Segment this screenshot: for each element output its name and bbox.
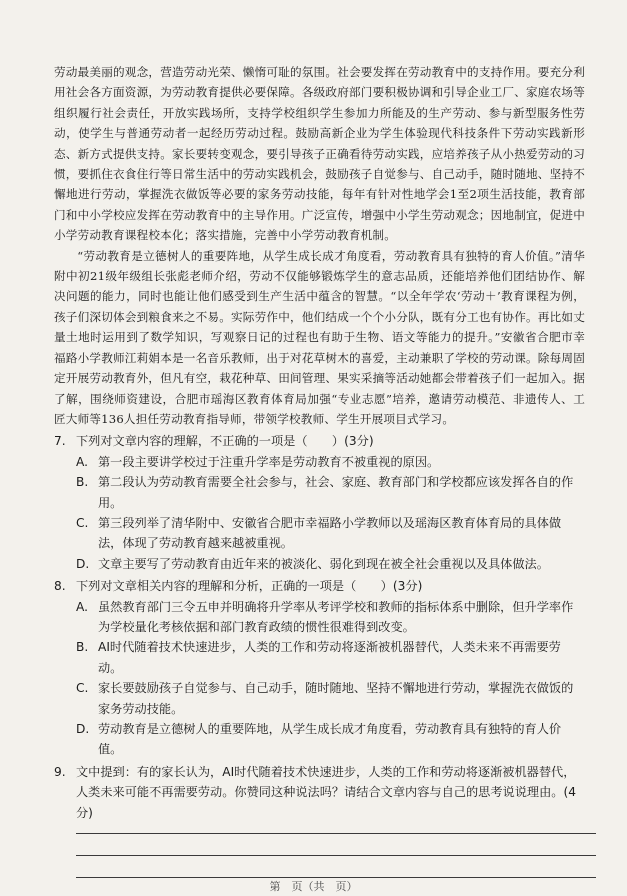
answer-line: [76, 855, 596, 856]
option-text: 文章主要写了劳动教育由近年来的被淡化、弱化到现在被全社会重视以及具体做法。: [98, 556, 549, 571]
option-letter: C.: [76, 681, 89, 696]
question-stem: [54, 762, 585, 823]
option-text: 第一段主要讲学校过于注重升学率是劳动教育不被重视的原因。: [98, 454, 440, 469]
option-d: [54, 719, 585, 760]
question-stem: [54, 576, 585, 596]
question-number: 8.: [54, 579, 66, 594]
option-letter: D.: [76, 556, 90, 571]
question-number: 7.: [54, 434, 66, 449]
option-text: 第三段列举了清华附中、安徽省合肥市幸福路小学教师以及瑶海区教育体育局的具体做法，体现了劳动教育越来越被重视。: [98, 515, 562, 551]
option-letter: A.: [76, 599, 88, 614]
answer-area[interactable]: [54, 833, 585, 878]
question-8: [54, 576, 585, 760]
option-b: [54, 472, 585, 513]
option-text: 家长要鼓励孩子自觉参与、自己动手，随时随地、坚持不懈地进行劳动，掌握洗衣做饭的家务劳动技能。: [98, 681, 574, 716]
question-text: 文中提到：有的家长认为，AI时代随着技术快速进步，人类的工作和劳动将逐渐被机器替代，人类未来可能不再需要劳动。你赞同这种说法吗？请结合文章内容与自己的思考说说理由。(4分): [76, 764, 577, 820]
option-letter: D.: [76, 722, 90, 736]
option-text: 第二段认为劳动教育需要全社会参与，社会、家庭、教育部门和学校都应该发挥各自的作用。: [98, 475, 574, 510]
passage-paragraph-2: “劳动教育是立德树人的重要阵地，从学生成长成才角度看，劳动教育具有独特的育人价值。”清华附中初21级年级组长张彪老师介绍，劳动不仅能够锻炼学生的意志品质，还能培养他们团结协作、解决问题的能力，同时也能让他们感受到生产生活中蕴含的智慧。“以全年学农‘劳动＋’教育课程为例，孩子们深切体会到粮食来之不易。实际劳作中，他们结成一个个小分队，既有分工也有协作。再比如丈量土地时运用到了数学知识，写观察日记的过程也有助于生物、语文等能力的提升。”安徽省合肥市幸福路小学教师江莉娟本是一名音乐教师，出于对花草树木的喜爱，主动兼职了学校的劳动课。除每周固定开展劳动教育外，但凡有空，栽花种草、田间管理、果实采摘等活动她都会带着孩子们一起加入。据了解，围绕师资建设，合肥市瑶海区教育体育局加强“专业志愿”培养，邀请劳动模范、非遗传人、工匠大师等136人担任劳动教育指导师，带领学校教师、学生开展项目式学习。: [54, 248, 585, 426]
question-text: 下列对文章内容的理解，不正确的一项是（ ）(3分): [76, 434, 374, 449]
option-text: AI时代随着技术快速进步，人类的工作和劳动将逐渐被机器替代，人类未来不再需要劳动。: [98, 640, 561, 675]
option-d: [54, 554, 585, 574]
option-text: 劳动教育是立德树人的重要阵地，从学生成长成才角度看，劳动教育具有独特的育人价值。: [98, 722, 562, 757]
option-a: [54, 597, 585, 638]
question-9: [54, 762, 585, 878]
option-letter: A.: [76, 454, 88, 469]
question-text: 下列对文章相关内容的理解和分析，正确的一项是（ ）(3分): [76, 579, 423, 594]
option-letter: B.: [76, 640, 89, 655]
option-c: [54, 513, 585, 554]
option-c: [54, 678, 585, 719]
option-text: 虽然教育部门三令五申并明确将升学率从考评学校和教师的指标体系中删除，但升学率作为学校量化考核依据和部门教育政绩的惯性很难得到改变。: [98, 599, 574, 634]
option-letter: B.: [76, 475, 89, 490]
answer-line: [76, 833, 596, 834]
option-a: [54, 452, 585, 472]
page-footer: 第 页（共 页）: [269, 880, 358, 893]
passage-paragraph-1: 劳动最美丽的观念，营造劳动光荣、懒惰可耻的氛围。社会要发挥在劳动教育中的支持作用。要充分利用社会各方面资源，为劳动教育提供必要保障。各级政府部门要积极协调和引导企业工厂、家庭农场等组织履行社会责任，开放实践场所，支持学校组织学生参加力所能及的生产劳动、参与新型服务性劳动，使学生与普通劳动者一起经历劳动过程。鼓励高新企业为学生体验现代科技条件下劳动实践新形态、新方式提供支持。家长要转变观念，要引导孩子正确看待劳动实践，应培养孩子从小热爱劳动的习惯，要抓住衣食住行等日常生活中的劳动实践机会，鼓励孩子自觉参与、自己动手，随时随地、坚持不懈地进行劳动，掌握洗衣做饭等必要的家务劳动技能，每年有针对性地学会1至2项生活技能，教育部门和中小学校应发挥在劳动教育中的主导作用。广泛宣传，增强中小学生劳动观念；因地制宜，促进中小学劳动教育课程校本化；落实措施，完善中小学劳动教育机制。: [54, 65, 585, 243]
question-7: [54, 431, 585, 574]
question-number: 9.: [54, 764, 66, 779]
question-stem: [54, 431, 585, 451]
option-b: [54, 637, 585, 678]
option-letter: C.: [76, 515, 89, 530]
